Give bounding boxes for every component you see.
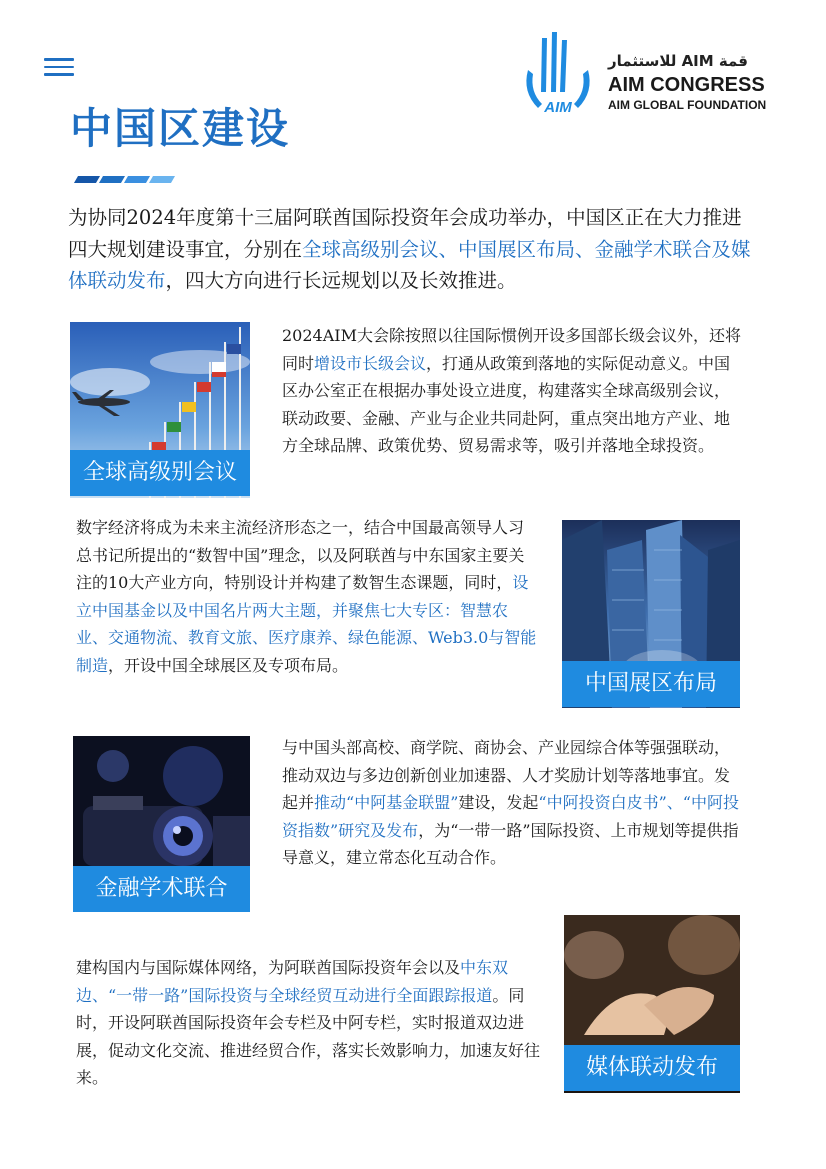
section-paragraph-finance: 与中国头部高校、商学院、商协会、产业园综合体等强强联动，推动双边与多边创新创业加速器、人才奖励计划等落地事宜。发起并推动“中阿基金联盟”建设，发起“中阿投资白皮书”、“中阿投资指数”研究及发布，为“一带一路”国际投资、上市规划等提供指导意义，建立常态化互动合作。 — [282, 738, 739, 867]
logo-mark-text: AIM — [544, 99, 572, 116]
intro-highlight: 全球高级别会议、中国展区布局、金融学术联合及媒体联动发布 — [68, 237, 751, 292]
section-caption: 媒体联动发布 — [564, 1045, 740, 1091]
logo-arabic-text: قمة AIM للاستثمار — [608, 52, 748, 70]
title-underline-decoration — [74, 176, 174, 183]
section-paragraph-exhibition: 数字经济将成为未来主流经济形态之一，结合中国最高领导人习总书记所提出的“数智中国”理念，以及阿联酋与中东国家主要关注的10大产业方向，特别设计并构建了数智生态课题，同时，设立中国基金以及中国名片两大主题，并聚焦七大专区：智慧农业、交通物流、教育文旅、医疗康养、绿色能源、Web3.0与智能制造，开设中国全球展区及专项布局。 — [76, 518, 537, 675]
intro-paragraph: 为协同2024年度第十三届阿联酋国际投资年会成功举办，中国区正在大力推进四大规划建设事宜，分别在全球高级别会议、中国展区布局、金融学术联合及媒体联动发布，四大方向进行长远规划以及长效推进。 — [68, 206, 751, 292]
logo-main-text: AIM CONGRESS — [608, 74, 765, 96]
section-caption: 全球高级别会议 — [70, 450, 250, 496]
aim-congress-logo — [520, 30, 780, 120]
applauding-audience-photo — [564, 915, 740, 1093]
section-caption: 中国展区布局 — [562, 661, 740, 707]
section-paragraph-media: 建构国内与国际媒体网络，为阿联酋国际投资年会以及中东双边、“一带一路”国际投资与全球经贸互动进行全面跟踪报道。同时，开设阿联酋国际投资年会专栏及中阿专栏，实时报道双边进展，促动文化交流、推进经贸合作，落实长效影响力，加速友好往来。 — [76, 958, 541, 1087]
section-caption: 金融学术联合 — [73, 866, 250, 912]
flags-airplane-photo — [70, 322, 250, 498]
camera-equipment-photo — [73, 736, 250, 912]
aim-logo-mark-icon — [520, 30, 596, 116]
page-title: 中国区建设 — [70, 104, 291, 153]
hamburger-menu-icon[interactable] — [44, 58, 74, 78]
logo-sub-text: AIM GLOBAL FOUNDATION — [608, 98, 767, 112]
skyscrapers-photo — [562, 520, 740, 708]
section-paragraph-global-meeting: 2024AIM大会除按照以往国际惯例开设多国部长级会议外，还将同时增设市长级会议，打通从政策到落地的实际促动意义。中国区办公室正在根据办事处设立进度，构建落实全球高级别会议，联动政要、金融、产业与企业共同赴阿，重点突出地方产业、地方全球品牌、政策优势、贸易需求等，吸引并落地全球投资。 — [282, 326, 741, 455]
